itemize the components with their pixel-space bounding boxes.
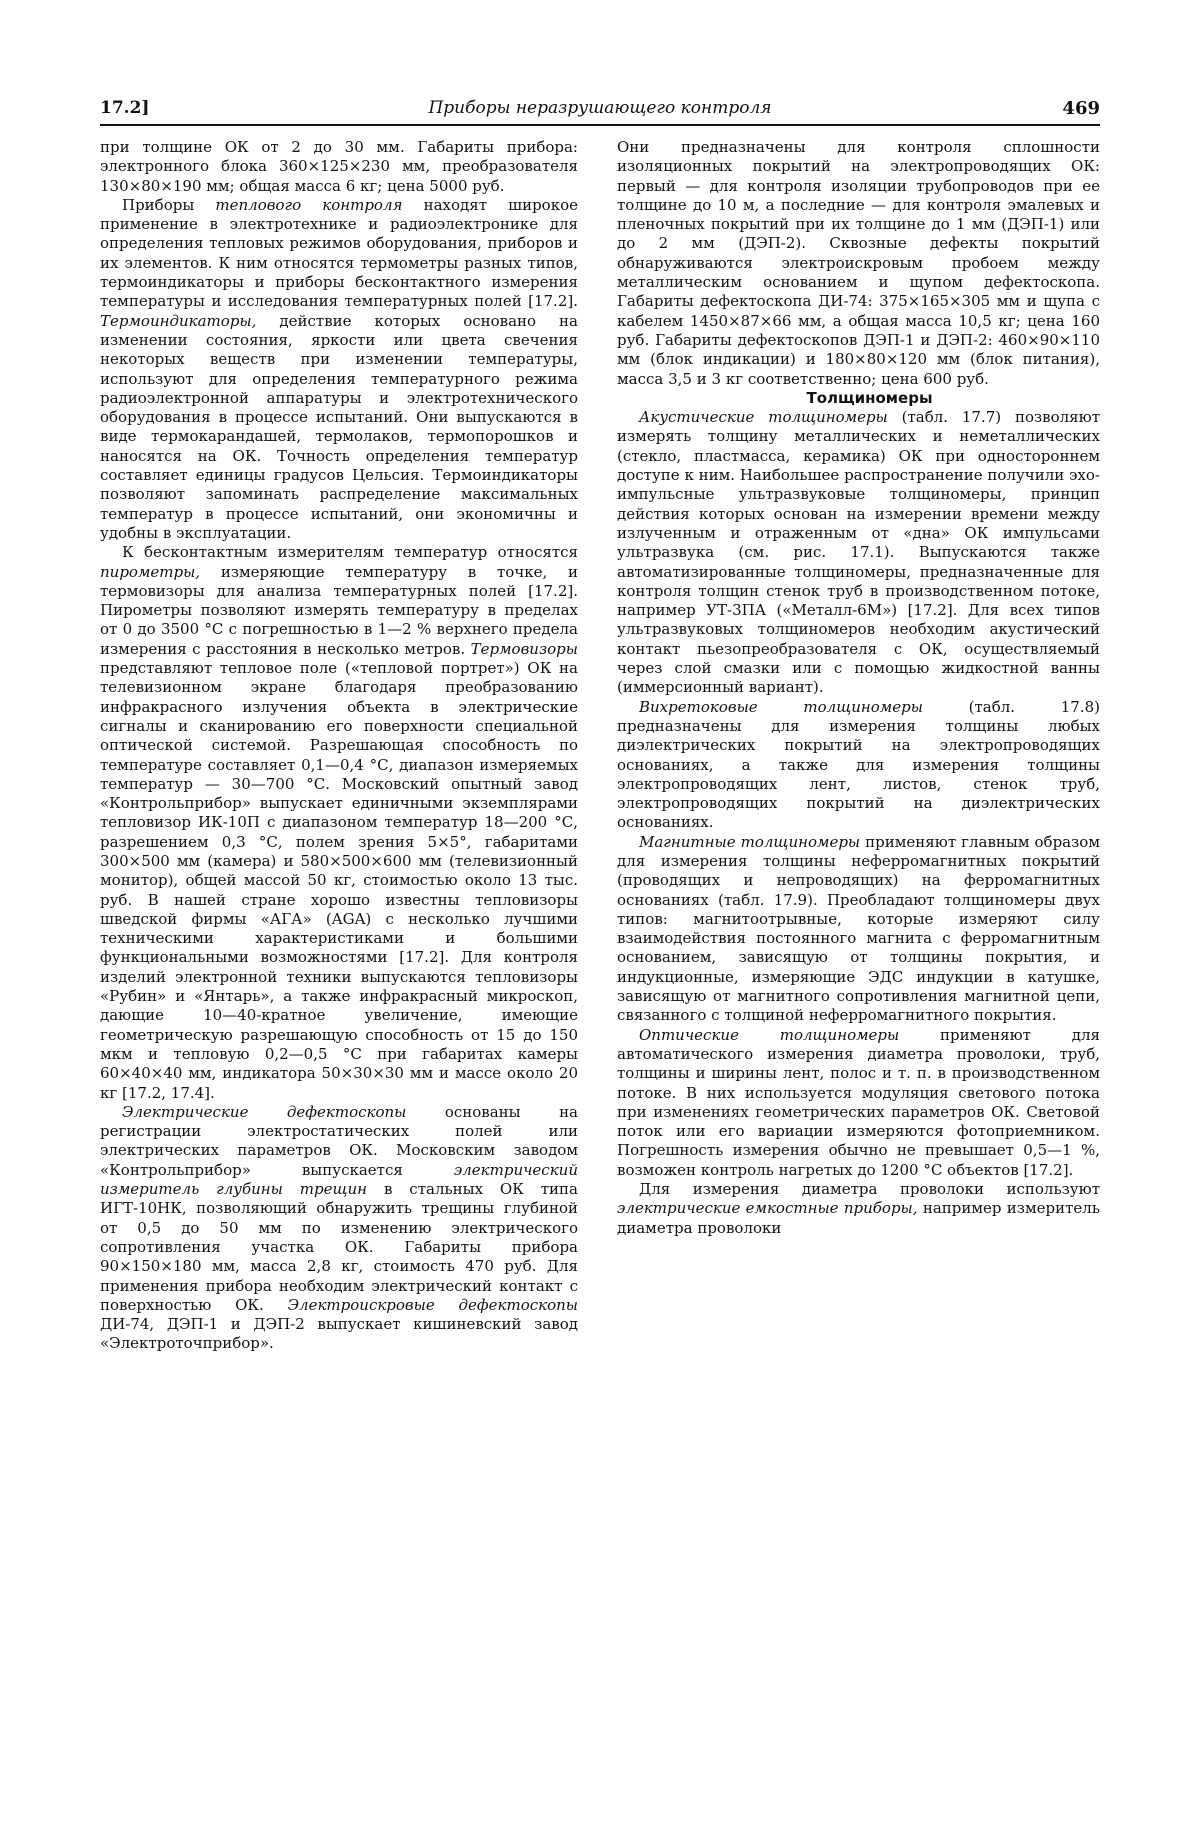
left-column bbox=[100, 138, 578, 1354]
header-rule bbox=[100, 124, 1100, 126]
paragraph-text: действие которых основано на изменении состояния, яркости или цвета свечения некоторых веществ при изменении температуры, используют для определения температурного режима радиоэлектронной аппаратуры и электротехнического оборудования в процессе испытаний. Они выпускаются в виде термокарандашей, термолаков, термопорошков и наносятся на ОК. Точность определения температур составляет единицы градусов Цельсия. Термоиндикаторы позволяют запоминать распределение максимальных температур в процессе испытаний, они экономичны и удобны в эксплуатации. bbox=[100, 311, 578, 542]
term-emphasis: Вихретоковые толщиномеры bbox=[639, 697, 923, 716]
paragraph-text: измеряющие температуру в точке, и термовизоры для анализа температурных полей [17.2]. Пирометры позволяют измерять температуру в пределах от 0 до 3500 °С с погрешностью в 1—2 % верхнего предела измерения с расстояния в несколько метров. bbox=[100, 562, 578, 658]
paragraph-eddy-current-gauges bbox=[617, 698, 1100, 833]
paragraph-text: ДИ-74, ДЭП-1 и ДЭП-2 выпускает кишиневский завод «Электроточприбор». bbox=[100, 1315, 578, 1353]
paragraph-pyrometers bbox=[100, 543, 578, 1103]
term-emphasis: Термовизоры bbox=[470, 639, 578, 658]
paragraph-text: находят широкое применение в электротехнике и радиоэлектронике для определения тепловых режимов оборудования, приборов и их элементов. К ним относятся термометры разных типов, термоиндикаторы и приборы бесконтактного измерения температуры и исследования температурных полей [17.2]. bbox=[100, 195, 578, 311]
paragraph-thermal-control bbox=[100, 196, 578, 543]
paragraph-text: представляют тепловое поле («тепловой портрет») ОК на телевизионном экране благодаря преобразованию инфракрасного излучения объекта в электрические сигналы и сканированию его поверхности специальной оптической системой. Разрешающая способность по температуре составляет 0,1—0,4 °С, диапазон измеряемых температур — 30—700 °С. Московский опытный завод «Контрольприбор» выпускает единичными экземплярами тепловизор ИК-10П с диапазоном температур 18—200 °С, разрешением 0,3 °С, полем зрения 5×5°, габаритами 300×500 мм (камера) и 580×500×600 мм (телевизионный монитор), общей массой 50 кг, стоимостью около 13 тыс. руб. В нашей стране хорошо известны тепловизоры шведской фирмы «АГА» (AGA) с несколько лучшими техническими характеристиками и большими функциональными возможностями [17.2]. Для контроля изделий электронной техники выпускаются тепловизоры «Рубин» и «Янтарь», а также инфракрасный микроскоп, дающие 10—40-кратное увеличение, имеющие геометрическую разрешающую способность от 15 до 150 мкм и тепловую 0,2—0,5 °С при габаритах камеры 60×40×40 мм, индикатора 50×30×30 мм и массе около 20 кг [17.2, 17.4]. bbox=[100, 659, 578, 1102]
paragraph-text: например измеритель диаметра проволоки bbox=[617, 1199, 1100, 1237]
term-emphasis: электрические емкостные приборы, bbox=[617, 1199, 918, 1218]
paragraph-text: Приборы bbox=[122, 195, 216, 214]
paragraph-text: при толщине ОК от 2 до 30 мм. Габариты прибора: электронного блока 360×125×230 мм, преобразователя 130×80×190 мм; общая масса 6 кг; цена 5000 руб. bbox=[100, 138, 578, 195]
term-emphasis: Электроискровые дефектоскопы bbox=[287, 1295, 578, 1314]
paragraph-text: применяют главным образом для измерения толщины неферромагнитных покрытий (проводящих и непроводящих) на ферромагнитных основаниях (табл. 17.9). Преобладают толщиномеры двух типов: магнитоотрывные, которые измеряют силу взаимодействия постоянного магнита с ферромагнитным основанием, зависящую от толщины покрытия, и индукционные, измеряющие ЭДС индукции в катушке, зависящую от магнитного сопротивления магнитной цепи, связанного с толщиной неферромагнитного покрытия. bbox=[617, 832, 1100, 1025]
paragraph-text: в стальных ОК типа ИГТ-10НК, позволяющий обнаружить трещины глубиной от 0,5 до 50 мм по изменению электрического сопротивления участка ОК. Габариты прибора 90×150×180 мм, масса 2,8 кг, стоимость 470 руб. Для применения прибора необходим электрический контакт с поверхностью ОК. bbox=[100, 1180, 578, 1314]
term-emphasis: пирометры, bbox=[100, 562, 201, 581]
paragraph bbox=[617, 138, 1100, 389]
term-emphasis: Электрические дефектоскопы bbox=[122, 1102, 407, 1121]
paragraph-acoustic-gauges bbox=[617, 408, 1100, 697]
paragraph-text: К бесконтактным измерителям температур относятся bbox=[122, 543, 578, 562]
paragraph-text: (табл. 17.7) позволяют измерять толщину металлических и неметаллических (стекло, пластмасса, керамика) ОК при одностороннем доступе к ним. Наибольшее распространение получили эхо-импульсные ультразвуковые толщиномеры, принцип действия которых основан на измерении времени между излученным и отраженным от «дна» ОК импульсами ультразвука (см. рис. 17.1). Выпускаются также автоматизированные толщиномеры, предназначенные для контроля толщин стенок труб в производственном потоке, например УТ-3ПА («Металл-6М») [17.2]. Для всех типов ультразвуковых толщиномеров необходим акустический контакт пьезопреобразователя с ОК, осуществляемый через слой смазки или с помощью жидкостной ванны (иммерсионный вариант). bbox=[617, 408, 1101, 697]
right-column bbox=[617, 138, 1100, 1238]
term-emphasis: Термоиндикаторы, bbox=[100, 311, 257, 330]
paragraph-text: применяют для автоматического измерения диаметра проволоки, труб, толщины и ширины лент, полос и т. п. в производственном потоке. В них используется модуляция светового потока при изменениях геометрических параметров ОК. Световой поток или его вариации измеряются фотоприемником. Погрешность измерения обычно не превышает 0,5—1 %, возможен контроль нагретых до 1200 °С объектов [17.2]. bbox=[617, 1025, 1100, 1179]
term-emphasis: Магнитные толщиномеры bbox=[639, 832, 861, 851]
section-heading: Толщиномеры bbox=[806, 388, 933, 407]
term-emphasis: теплового контроля bbox=[215, 195, 403, 214]
term-emphasis: Акустические толщиномеры bbox=[639, 408, 888, 427]
running-title: Приборы неразрушающего контроля bbox=[428, 98, 772, 118]
paragraph-text: Для измерения диаметра проволоки используют bbox=[639, 1180, 1100, 1199]
page-number: 469 bbox=[1062, 98, 1100, 119]
paragraph-magnetic-gauges bbox=[617, 833, 1100, 1026]
term-emphasis: электрический измеритель глубины трещин bbox=[100, 1160, 578, 1199]
running-header bbox=[100, 92, 1100, 126]
paragraph bbox=[100, 138, 578, 196]
paragraph-electric-flaw-detectors bbox=[100, 1103, 578, 1354]
paragraph-optical-gauges bbox=[617, 1026, 1100, 1180]
term-emphasis: Оптические толщиномеры bbox=[639, 1025, 900, 1044]
paragraph-text: Они предназначены для контроля сплошности изоляционных покрытий на электропроводящих ОК: первый — для контроля изоляции трубопроводов при ее толщине до 10 м, а последние — для контроля эмалевых и пленочных покрытий при их толщине до 1 мм (ДЭП-1) или до 2 мм (ДЭП-2). Сквозные дефекты покрытий обнаруживаются электроискровым пробоем между металлическим основанием и щупом дефектоскопа. Габариты дефектоскопа ДИ-74: 375×165×305 мм и щупа с кабелем 1450×87×66 мм, а общая масса 10,5 кг; цена 160 руб. Габариты дефектоскопов ДЭП-1 и ДЭП-2: 460×90×110 мм (блок индикации) и 180×80×120 мм (блок питания), масса 3,5 и 3 кг соответственно; цена 600 руб. bbox=[617, 138, 1100, 388]
paragraph-text: (табл. 17.8) предназначены для измерения толщины любых диэлектрических покрытий на электропроводящих основаниях, а также для измерения толщины электропроводящих лент, листов, стенок труб, электропроводящих покрытий на диэлектрических основаниях. bbox=[617, 697, 1100, 832]
section-number: 17.2] bbox=[100, 98, 150, 118]
paragraph-capacitive-devices bbox=[617, 1180, 1100, 1238]
paragraph-text: основаны на регистрации электростатических полей или электрических параметров ОК. Московским заводом «Контрольприбор» выпускается bbox=[100, 1102, 579, 1179]
